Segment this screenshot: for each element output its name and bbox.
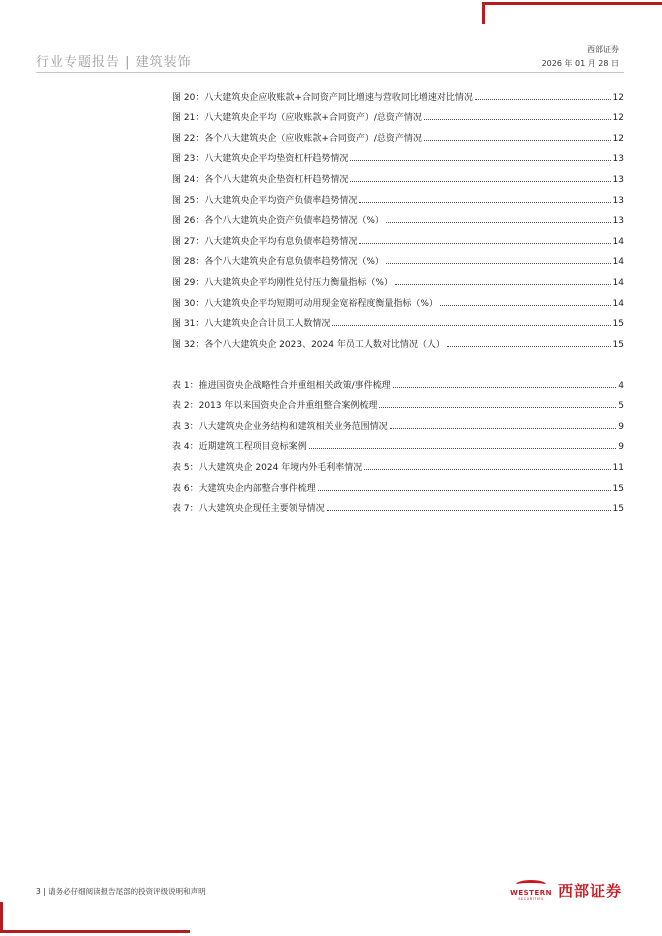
toc-entry-page: 14: [612, 298, 624, 309]
dot-leader: [447, 346, 611, 347]
toc-entry-label: 图 32：各个八大建筑央企 2023、2024 年员工人数对比情况（人）: [172, 339, 445, 350]
toc-entry-page: 12: [612, 92, 624, 103]
corner-accent-bottom: [0, 930, 190, 933]
dot-leader: [359, 243, 610, 244]
toc-entry-label: 图 23：八大建筑央企平均垫资杠杆趋势情况: [172, 154, 349, 165]
toc-entry-page: 12: [612, 133, 624, 144]
table-index: [172, 370, 624, 514]
corner-accent-bottom-vertical: [0, 902, 3, 933]
dot-leader: [359, 202, 610, 203]
toc-entry-page: 15: [612, 504, 624, 515]
toc-entry-label: 图 24：各个八大建筑央企垫资杠杆趋势情况: [172, 174, 349, 185]
toc-entry-page: 14: [612, 236, 624, 247]
figure-index: [172, 82, 624, 350]
report-date: 2026 年 01 月 28 日: [541, 59, 619, 68]
toc-figure-row[interactable]: [172, 309, 624, 330]
logo-english-sub: SECURITIES: [518, 897, 544, 901]
toc-figure-row[interactable]: [172, 123, 624, 144]
toc-figure-row[interactable]: [172, 206, 624, 227]
toc-entry-label: 表 2：2013 年以来国资央企合并重组整合案例梳理: [172, 401, 378, 412]
dot-leader: [393, 387, 617, 388]
dot-leader: [475, 99, 611, 100]
disclaimer-text: 请务必仔细阅读报告尾部的投资评级说明和声明: [48, 887, 206, 896]
page-number: 3: [36, 887, 41, 896]
toc-table-row[interactable]: [172, 411, 624, 432]
company-logo: [510, 880, 622, 901]
dot-leader: [364, 469, 610, 470]
toc-entry-label: 图 29：八大建筑央企平均刚性兑付压力衡量指标（%）: [172, 277, 393, 288]
toc-table-row[interactable]: [172, 494, 624, 515]
toc-entry-page: 13: [612, 195, 624, 206]
corner-accent-top: [482, 2, 662, 5]
toc-figure-row[interactable]: [172, 82, 624, 103]
report-category: 行业专题报告 | 建筑装饰: [36, 55, 192, 70]
toc-figure-row[interactable]: [172, 329, 624, 350]
toc-entry-label: 图 25：八大建筑央企平均资产负债率趋势情况: [172, 195, 358, 206]
toc-entry-label: 表 5：八大建筑央企 2024 年境内外毛利率情况: [172, 462, 363, 473]
toc-entry-label: 图 22：各个八大建筑央企（应收账款+合同资产）/总资产情况: [172, 133, 422, 144]
dot-leader: [350, 181, 610, 182]
toc-entry-label: 表 6：大建筑央企内部整合事件梳理: [172, 483, 316, 494]
toc-entry-label: 图 20：八大建筑央企应收账款+合同资产同比增速与营收同比增速对比情况: [172, 92, 473, 103]
toc-entry-page: 13: [612, 174, 624, 185]
header-brand: 西部证券: [587, 45, 619, 54]
wing-icon: [516, 880, 546, 889]
toc-entry-page: 15: [612, 319, 624, 330]
toc-entry-page: 13: [612, 216, 624, 227]
toc-figure-row[interactable]: [172, 185, 624, 206]
toc-entry-page: 13: [612, 154, 624, 165]
dot-leader: [395, 284, 611, 285]
corner-accent-top-vertical: [482, 2, 485, 24]
header-divider: [36, 72, 624, 73]
footer-separator: |: [43, 887, 49, 896]
toc-figure-row[interactable]: [172, 103, 624, 124]
toc-table-row[interactable]: [172, 370, 624, 391]
toc-entry-label: 表 4：近期建筑工程项目竞标案例: [172, 442, 307, 453]
toc-figure-row[interactable]: [172, 247, 624, 268]
toc-table-row[interactable]: [172, 432, 624, 453]
toc-entry-label: 图 30：八大建筑央企平均短期可动用现金宽裕程度衡量指标（%）: [172, 298, 438, 309]
logo-english: WESTERN: [510, 889, 552, 897]
toc-entry-label: 表 3：八大建筑央企业务结构和建筑相关业务范围情况: [172, 421, 388, 432]
toc-entry-label: 图 31：八大建筑央企合计员工人数情况: [172, 319, 331, 330]
dot-leader: [390, 428, 617, 429]
toc-figure-row[interactable]: [172, 288, 624, 309]
page-footer: [36, 886, 206, 897]
toc-entry-label: 图 28：各个八大建筑央企有息负债率趋势情况（%）: [172, 257, 384, 268]
toc-figure-row[interactable]: [172, 226, 624, 247]
toc-entry-page: 12: [612, 113, 624, 124]
toc-entry-label: 表 1：推进国资央企战略性合并重组相关政策/事件梳理: [172, 380, 391, 391]
toc-table-row[interactable]: [172, 391, 624, 412]
toc-entry-label: 图 21：八大建筑央企平均（应收账款+合同资产）/总资产情况: [172, 113, 422, 124]
toc-entry-page: 15: [612, 339, 624, 350]
toc-entry-page: 14: [612, 257, 624, 268]
toc-entry-page: 9: [618, 421, 624, 432]
dot-leader: [424, 119, 611, 120]
dot-leader: [350, 160, 610, 161]
dot-leader: [386, 263, 611, 264]
toc-entry-page: 15: [612, 483, 624, 494]
dot-leader: [318, 490, 611, 491]
dot-leader: [440, 305, 611, 306]
dot-leader: [424, 140, 611, 141]
logo-chinese: 西部证券: [557, 882, 622, 900]
toc-entry-page: 4: [618, 380, 624, 391]
toc-entry-label: 图 27：八大建筑央企平均有息负债率趋势情况: [172, 236, 358, 247]
toc-entry-label: 图 26：各个八大建筑央企资产负债率趋势情况（%）: [172, 216, 384, 227]
toc-figure-row[interactable]: [172, 164, 624, 185]
toc-entry-page: 14: [612, 277, 624, 288]
toc-figure-row[interactable]: [172, 267, 624, 288]
toc-table-row[interactable]: [172, 473, 624, 494]
dot-leader: [386, 222, 611, 223]
toc-table-row[interactable]: [172, 452, 624, 473]
logo-mark: [510, 880, 552, 901]
toc-entry-page: 11: [612, 462, 624, 473]
toc-entry-page: 5: [618, 401, 624, 412]
toc-entry-page: 9: [618, 442, 624, 453]
toc-figure-row[interactable]: [172, 144, 624, 165]
toc-entry-label: 表 7：八大建筑央企现任主要领导情况: [172, 504, 325, 515]
dot-leader: [309, 448, 617, 449]
dot-leader: [379, 407, 616, 408]
dot-leader: [332, 325, 610, 326]
dot-leader: [327, 510, 611, 511]
